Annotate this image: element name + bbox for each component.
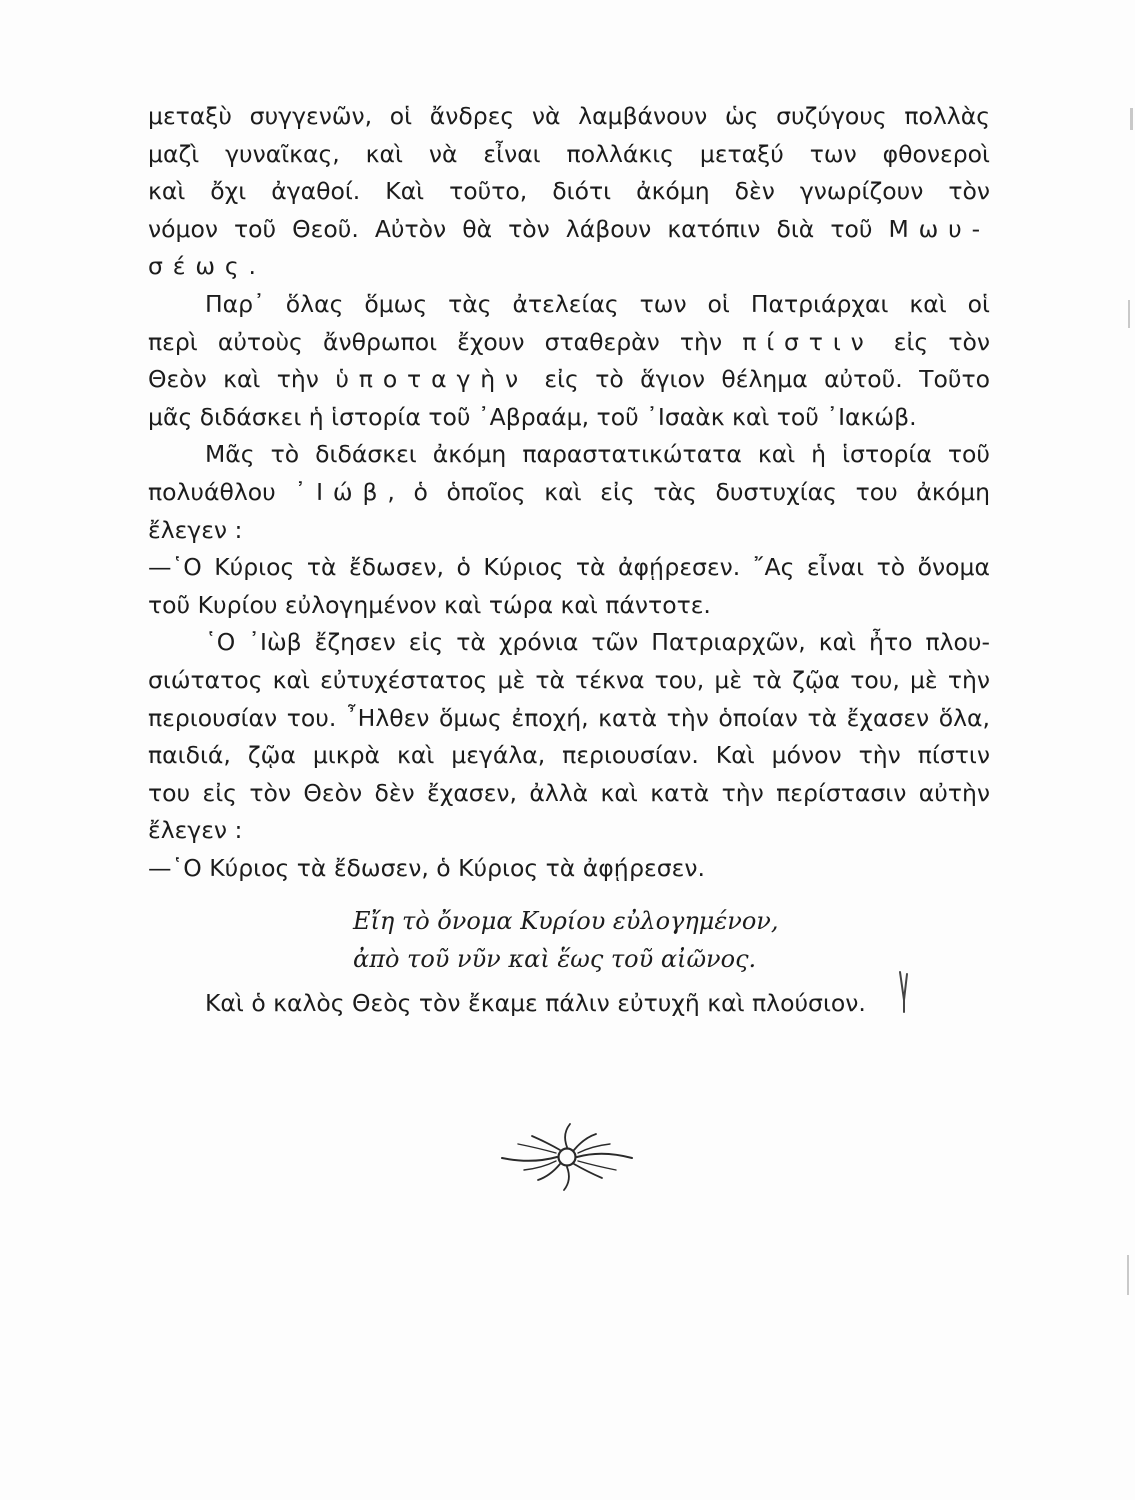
text-line: μαζὶ γυναῖκας, καὶ νὰ εἶναι πολλάκις μεταξύ των φθονεροὶ — [148, 139, 990, 168]
paragraph-start: ῾Ο ᾿Ιὼβ ἔζησεν εἰς τὰ χρόνια τῶν Πατριαρχῶν, καὶ ἦτο πλου- — [205, 628, 990, 657]
text-line — [148, 211, 990, 249]
text-span: πολυάθλου — [148, 477, 295, 506]
text-span: νόμον τοῦ Θεοῦ. Αὐτὸν θὰ τὸν λάβουν κατόπιν διὰ τοῦ — [148, 214, 889, 243]
text-line: παιδιά, ζῷα μικρὰ καὶ μεγάλα, περιουσίαν. Καὶ μόνον τὴν πίστιν — [148, 741, 990, 770]
text-span: Θεὸν καὶ τὴν — [148, 365, 336, 394]
text-line: σέως. — [148, 252, 266, 281]
verse-line: ἀπὸ τοῦ νῦν καὶ ἕως τοῦ αἰῶνος. — [353, 945, 757, 974]
verse-line: Εἴη τὸ ὄνομα Κυρίου εὐλογημένον, — [353, 907, 779, 936]
pencil-mark-icon — [898, 970, 910, 1014]
body-text — [148, 98, 990, 1022]
text-line: μεταξὺ συγγενῶν, οἱ ἄνδρες νὰ λαμβάνουν ὡς συζύγους πολλὰς — [148, 102, 990, 130]
text-line: ἔλεγεν : — [148, 515, 243, 544]
spaced-name-job: ᾿Ιώβ — [294, 477, 388, 506]
text-line — [148, 361, 990, 399]
text-line — [148, 324, 990, 362]
spaced-word-pistin: πίστιν — [742, 327, 874, 356]
closing-line: Καὶ ὁ καλὸς Θεὸς τὸν ἔκαμε πάλιν εὐτυχῆ καὶ πλούσιον. — [205, 988, 866, 1017]
text-line — [148, 474, 990, 512]
spaced-word-hypotagin: ὑποταγὴν — [335, 365, 528, 394]
text-span: εἰς τὸ ἅγιον θέλημα αὐτοῦ. Τοῦτο — [527, 365, 990, 394]
scan-edge-mark — [1130, 108, 1133, 130]
text-line: τοῦ Κυρίου εὐλογημένον καὶ τώρα καὶ πάντοτε. — [148, 590, 711, 619]
text-line: σιώτατος καὶ εὐτυχέστατος μὲ τὰ τέκνα του, μὲ τὰ ζῷα του, μὲ τὴν — [148, 665, 990, 694]
sun-ornament-icon — [492, 1122, 642, 1192]
quote-line: —῾Ο Κύριος τὰ ἔδωσεν, ὁ Κύριος τὰ ἀφῄρεσεν. — [148, 853, 705, 882]
spaced-name-moses: Μωυ- — [888, 214, 990, 243]
quote-line: —῾Ο Κύριος τὰ ἔδωσεν, ὁ Κύριος τὰ ἀφῄρεσεν. ῎Ας εἶναι τὸ ὄνομα — [148, 553, 990, 582]
scan-edge-mark — [1128, 300, 1130, 328]
text-line: καὶ ὄχι ἀγαθοί. Καὶ τοῦτο, διότι ἀκόμη δὲν γνωρίζουν τὸν — [148, 177, 990, 206]
spacer — [148, 887, 990, 903]
text-line: του εἰς τὸν Θεὸν δὲν ἔχασεν, ἀλλὰ καὶ κατὰ τὴν περίστασιν αὐτὴν — [148, 778, 990, 807]
scan-edge-mark — [1127, 1255, 1129, 1295]
text-span: περὶ αὐτοὺς ἄνθρωποι ἔχουν σταθερὰν τὴν — [148, 327, 743, 356]
paragraph-start: Μᾶς τὸ διδάσκει ἀκόμη παραστατικώτατα καὶ ἡ ἱστορία τοῦ — [205, 440, 990, 469]
text-span: , ὁ ὁποῖος καὶ εἰς τὰς δυστυχίας του ἀκόμη — [387, 477, 990, 506]
text-span: εἰς τὸν — [873, 327, 990, 356]
text-line: περιουσίαν του. ῏Ηλθεν ὅμως ἐποχή, κατὰ τὴν ὁποίαν τὰ ἔχασεν ὅλα, — [148, 703, 990, 732]
text-line: μᾶς διδάσκει ἡ ἱστορία τοῦ ᾿Αβραάμ, τοῦ ᾿Ισαὰκ καὶ τοῦ ᾿Ιακώβ. — [148, 402, 917, 431]
text-line: ἔλεγεν : — [148, 816, 243, 845]
paragraph-start: Παρ᾽ ὅλας ὅμως τὰς ἀτελείας των οἱ Πατριάρχαι καὶ οἱ — [205, 289, 990, 318]
